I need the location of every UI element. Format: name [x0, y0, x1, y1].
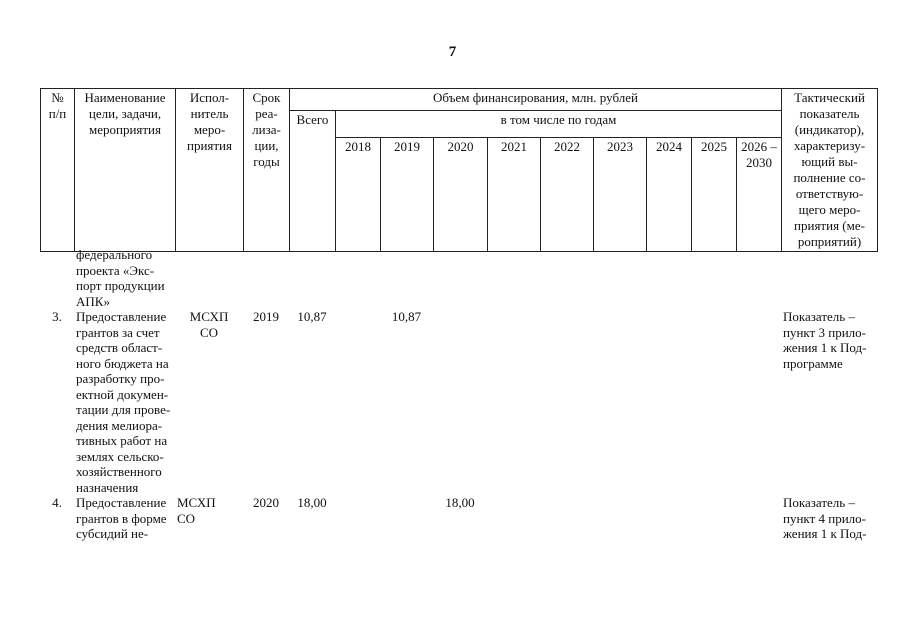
- row-year-value: [335, 495, 380, 545]
- row-total: 18,00: [297, 495, 327, 510]
- row-total: 10,87: [297, 309, 327, 324]
- row-year-value: [540, 309, 593, 495]
- row-indicator: Показатель – пункт 4 прило- жения 1 к Под-: [783, 495, 867, 541]
- row-year-value: 10,87: [391, 309, 422, 324]
- row-name: Предоставление грантов за счет средств област- ного бюджета на разработку про- ектной докумен- тации для прове- дения мелиора- тивных работ на землях сельско- хозяйственного назначения: [76, 309, 171, 495]
- row-year-value: [736, 495, 781, 545]
- row-year-value: [487, 309, 540, 495]
- row-year-value: [380, 495, 433, 545]
- header-year: 2021: [488, 138, 541, 252]
- header-term: Срок реа- лиза- ции, годы: [244, 89, 290, 252]
- header-year: 2018: [336, 138, 381, 252]
- header-year: 2022: [541, 138, 594, 252]
- row-year-value: [691, 309, 736, 495]
- row-indicator: Показатель – пункт 3 прило- жения 1 к Под- программе: [783, 309, 867, 371]
- row-name: федерального проекта «Экс- порт продукции АПК»: [76, 247, 165, 309]
- row-year-value: [593, 309, 646, 495]
- row-year-value: 18,00: [445, 495, 475, 510]
- row-year-value: [646, 309, 691, 495]
- header-indicator: Тактический показатель (индикатор), характеризу- ющий вы- полнение со- ответствую- щего меро- приятия (ме- роприятий): [782, 89, 878, 252]
- row-term: 2019: [253, 309, 279, 324]
- table-row-continuation: [40, 247, 877, 309]
- header-year: 2026 – 2030: [737, 138, 782, 252]
- row-year-value: [691, 495, 736, 545]
- header-year: 2020: [434, 138, 488, 252]
- row-year-value: [646, 495, 691, 545]
- header-total: Всего: [290, 111, 336, 252]
- header-funding-title: Объем финансирования, млн. рублей: [290, 89, 782, 111]
- row-executor: МСХП СО: [189, 309, 229, 340]
- row-term: 2020: [253, 495, 279, 510]
- page-number: 7: [448, 44, 457, 60]
- row-name: Предоставление грантов в форме субсидий не-: [76, 495, 167, 541]
- row-year-value: [593, 495, 646, 545]
- row-year-value: [433, 309, 487, 495]
- table-row: [40, 309, 877, 495]
- row-num: 4.: [52, 495, 62, 510]
- row-executor: МСХП СО: [177, 495, 216, 526]
- header-by-years: в том числе по годам: [336, 111, 782, 138]
- row-num: 3.: [52, 309, 62, 324]
- row-year-value: [540, 495, 593, 545]
- header-name: Наименование цели, задачи, мероприятия: [75, 89, 176, 252]
- row-year-value: [736, 309, 781, 495]
- header-num: № п/п: [41, 89, 75, 252]
- table-header: [40, 88, 878, 252]
- header-year: 2025: [692, 138, 737, 252]
- row-year-value: [487, 495, 540, 545]
- table-row: [40, 495, 877, 545]
- table-body: [40, 247, 877, 545]
- header-year: 2024: [647, 138, 692, 252]
- header-year: 2023: [594, 138, 647, 252]
- header-executor: Испол- нитель меро- приятия: [176, 89, 244, 252]
- header-year: 2019: [381, 138, 434, 252]
- row-year-value: [335, 309, 380, 495]
